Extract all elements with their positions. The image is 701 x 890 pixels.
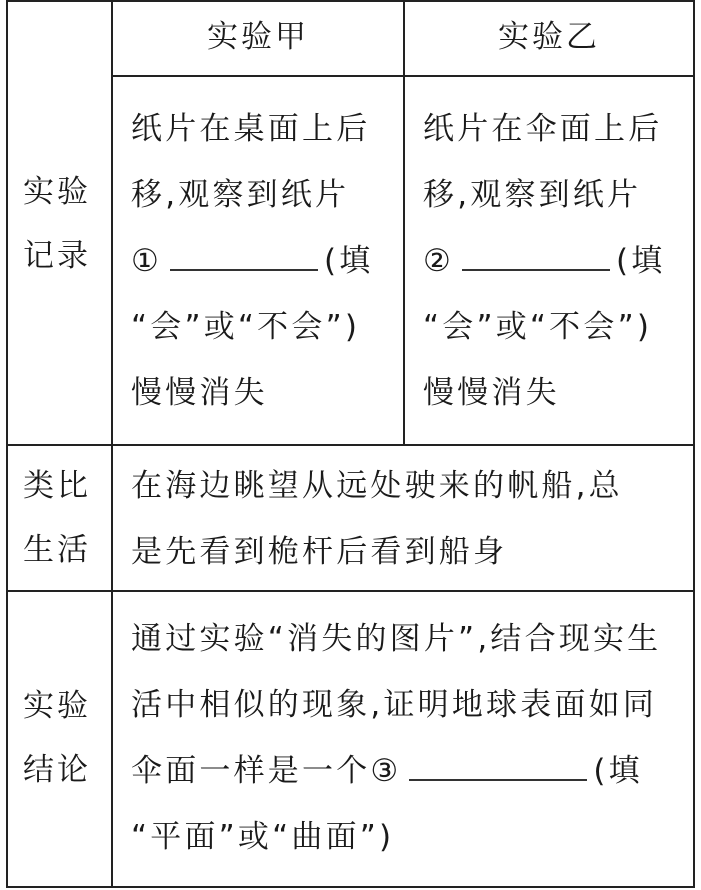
header-experiment-b: 实验乙 (498, 19, 600, 55)
record-b-line3-tail: (填 (616, 243, 666, 279)
conclusion-line3-head: 伞面一样是一个③ (131, 753, 402, 789)
row-label-conclusion-line1: 实验 (23, 688, 91, 724)
answer-blank-1[interactable] (170, 245, 318, 271)
record-experiment-b (423, 96, 666, 426)
row-label-record-line1: 实验 (23, 174, 91, 210)
table-rule-label-column (111, 0, 113, 888)
row-label-conclusion-line2: 结论 (23, 752, 91, 788)
row-label-record (14, 160, 100, 288)
row-label-analogy-line1: 类比 (23, 468, 91, 504)
record-a-line1: 纸片在桌面上后 (131, 111, 371, 147)
record-b-line1: 纸片在伞面上后 (423, 111, 663, 147)
record-b-line5: 慢慢消失 (423, 375, 560, 411)
conclusion-line1: 通过实验“消失的图片”,结合现实生 (131, 621, 662, 657)
conclusion-text (131, 606, 661, 870)
record-a-line3-tail: (填 (324, 243, 374, 279)
record-b-line3 (423, 228, 666, 294)
answer-blank-2[interactable] (462, 245, 610, 271)
record-experiment-a (131, 96, 374, 426)
record-b-line4: “会”或“不会”) (423, 309, 653, 345)
table-border-bottom (6, 886, 695, 888)
blank-marker-1: ① (131, 243, 162, 279)
answer-blank-3[interactable] (409, 755, 587, 781)
record-a-line4: “会”或“不会”) (131, 309, 361, 345)
table-border-left (6, 0, 8, 888)
table-rule-record (6, 444, 695, 446)
analogy-text (131, 453, 623, 585)
conclusion-line3-tail: (填 (593, 753, 643, 789)
row-label-analogy (14, 454, 100, 582)
analogy-line1: 在海边眺望从远处驶来的帆船,总 (131, 468, 623, 504)
row-label-record-line2: 记录 (23, 238, 91, 274)
row-label-analogy-line2: 生活 (23, 532, 91, 568)
record-a-line5: 慢慢消失 (131, 375, 268, 411)
conclusion-line3 (131, 738, 661, 804)
record-b-line2: 移,观察到纸片 (423, 177, 642, 213)
table-rule-analogy (6, 590, 695, 592)
table-rule-middle (403, 0, 405, 446)
conclusion-line2: 活中相似的现象,证明地球表面如同 (131, 687, 658, 723)
record-a-line2: 移,观察到纸片 (131, 177, 350, 213)
record-a-line3 (131, 228, 374, 294)
blank-marker-2: ② (423, 243, 454, 279)
header-experiment-a: 实验甲 (207, 19, 309, 55)
table-border-top (6, 0, 695, 2)
row-label-conclusion (14, 674, 100, 802)
analogy-line2: 是先看到桅杆后看到船身 (131, 534, 508, 570)
conclusion-line4: “平面”或“曲面”) (131, 819, 395, 855)
table-border-right (693, 0, 695, 888)
